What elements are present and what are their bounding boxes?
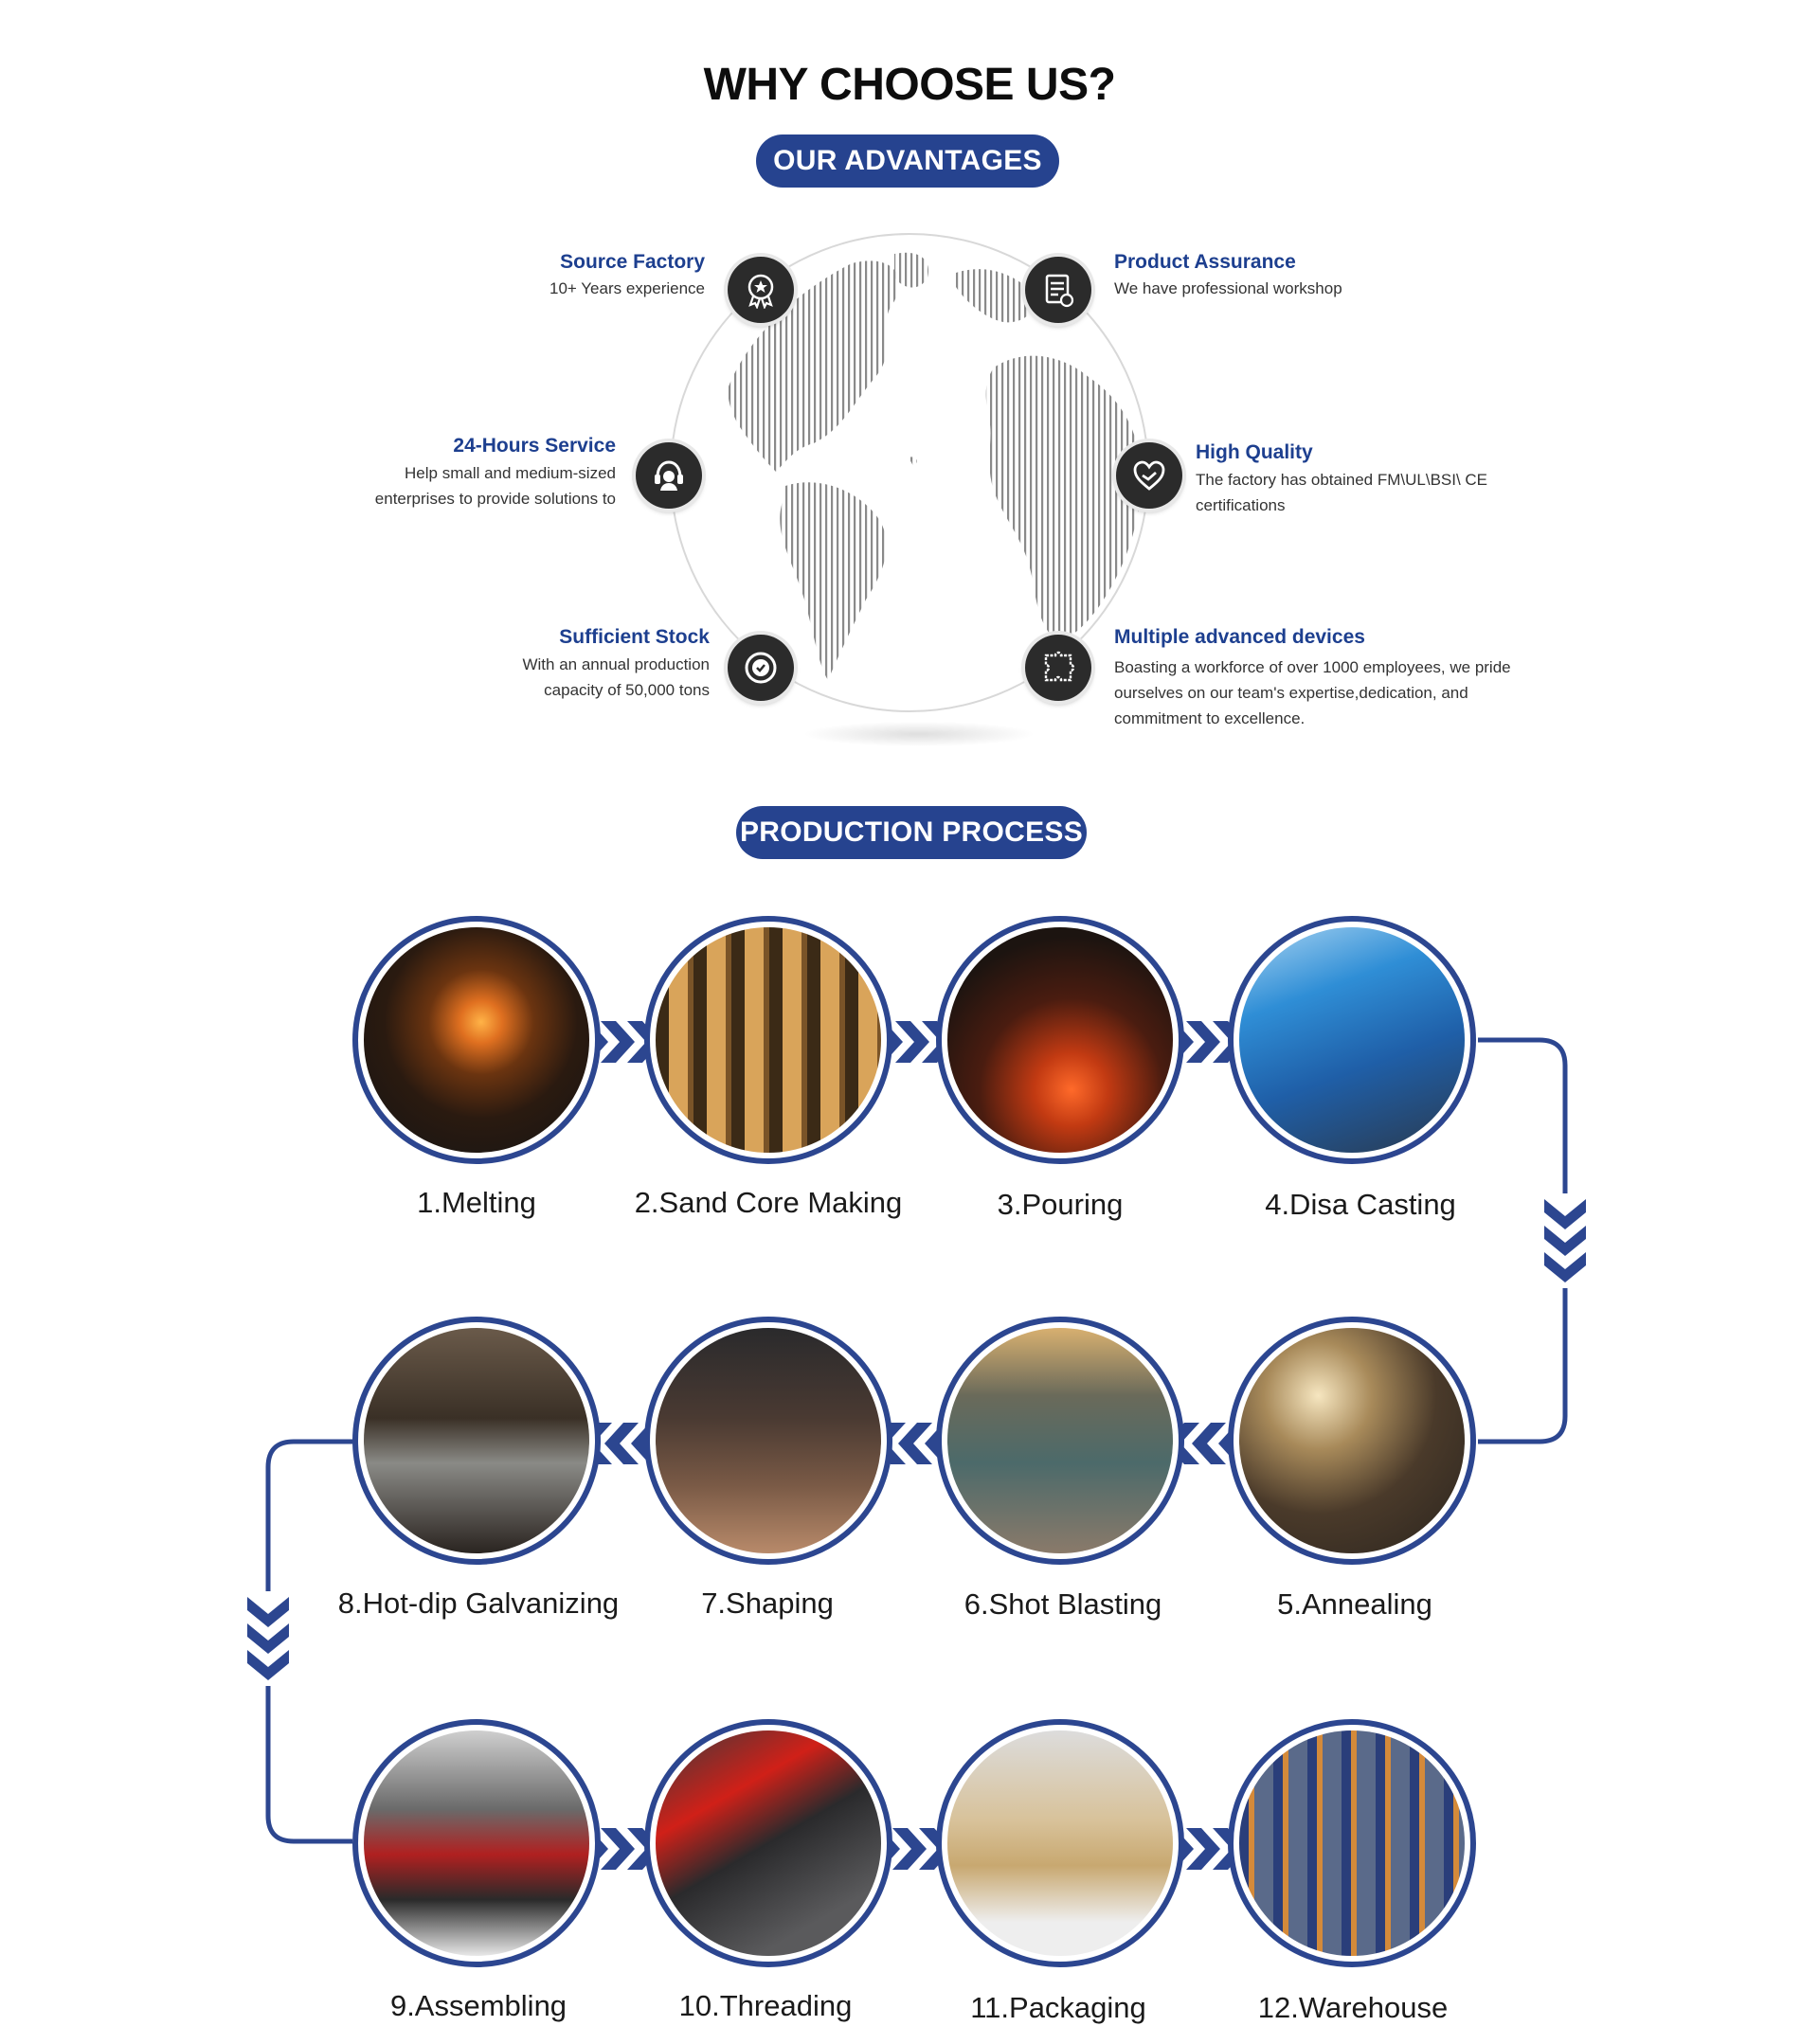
- step-label: 10.Threading: [678, 1989, 853, 2022]
- advantage-title: Sufficient Stock: [559, 626, 710, 648]
- advantage-desc: 10+ Years experience: [549, 279, 705, 297]
- down-chevrons-icon: [1541, 1197, 1589, 1286]
- step-shaping-photo: [644, 1317, 892, 1565]
- advantages-badge: OUR ADVANTAGES: [756, 134, 1059, 188]
- page-title: WHY CHOOSE US?: [703, 60, 1116, 110]
- advantage-desc: We have professional workshop: [1114, 279, 1342, 297]
- step-label: 7.Shaping: [701, 1587, 834, 1620]
- step-label: 2.Sand Core Making: [634, 1186, 903, 1219]
- advantage-desc: Help small and medium-sized enterprises to provide solutions to: [374, 464, 616, 508]
- advantage-title: Source Factory: [560, 251, 705, 273]
- step-label: 4.Disa Casting: [1265, 1188, 1456, 1221]
- step-melting-photo: [352, 916, 601, 1164]
- down-chevrons-icon: [244, 1595, 292, 1684]
- step-pouring-photo: [936, 916, 1184, 1164]
- step-label: 3.Pouring: [997, 1188, 1124, 1221]
- step-annealing-photo: [1228, 1317, 1476, 1565]
- step-threading-photo: [644, 1719, 892, 1967]
- step-disa-casting-photo: [1228, 916, 1476, 1164]
- step-label: 9.Assembling: [389, 1989, 567, 2022]
- step-warehouse-photo: [1228, 1719, 1476, 1967]
- production-process-badge: PRODUCTION PROCESS: [736, 806, 1087, 859]
- step-assembling-photo: [352, 1719, 601, 1967]
- advantage-desc: The factory has obtained FM\UL\BSI\ CE certifications: [1196, 471, 1488, 514]
- advantage-title: Product Assurance: [1114, 251, 1296, 273]
- step-label: 6.Shot Blasting: [964, 1587, 1162, 1621]
- step-label: 12.Warehouse: [1257, 1991, 1449, 2024]
- step-label: 8.Hot-dip Galvanizing: [337, 1587, 620, 1620]
- advantage-desc: Boasting a workforce of over 1000 employees, we pride ourselves on our team's expertise,dedication, and commitment to excellence.: [1114, 658, 1511, 727]
- step-shot-blasting-photo: [936, 1317, 1184, 1565]
- advantage-title: High Quality: [1196, 441, 1313, 463]
- step-packaging-photo: [936, 1719, 1184, 1967]
- advantage-title: 24-Hours Service: [453, 435, 616, 457]
- step-label: 5.Annealing: [1277, 1587, 1432, 1621]
- step-label: 11.Packaging: [970, 1991, 1146, 2024]
- step-label: 1.Melting: [417, 1186, 536, 1219]
- advantage-title: Multiple advanced devices: [1114, 626, 1365, 648]
- step-hot-dip-galvanizing-photo: [352, 1317, 601, 1565]
- step-sand-core-photo: [644, 916, 892, 1164]
- advantage-desc: With an annual production capacity of 50,000 tons: [522, 655, 710, 699]
